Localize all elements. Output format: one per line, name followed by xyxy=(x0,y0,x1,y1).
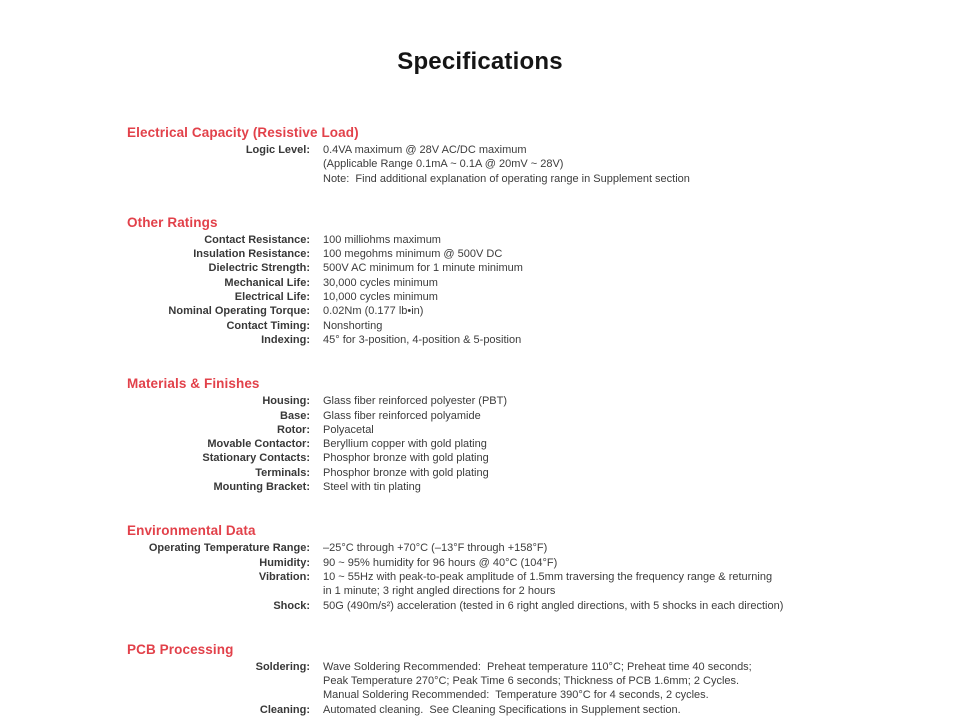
spec-values xyxy=(323,247,502,261)
spec-row-stationary-contacts xyxy=(127,451,867,465)
spec-value-line: Glass fiber reinforced polyamide xyxy=(323,409,481,422)
spec-row-soldering xyxy=(127,660,867,703)
spec-value-line: –25°C through +70°C (–13°F through +158°F) xyxy=(323,542,548,555)
spec-label: Contact Resistance: xyxy=(204,233,310,246)
spec-value-line: Note: Find additional explanation of operating range in Supplement section xyxy=(323,172,690,185)
spec-values xyxy=(323,466,489,480)
spec-value-line: 45° for 3-position, 4-position & 5-position xyxy=(323,333,522,346)
spec-label: Mechanical Life: xyxy=(224,276,310,289)
section-heading: Materials & Finishes xyxy=(127,376,260,392)
spec-label: Contact Timing: xyxy=(226,319,310,332)
spec-label: Dielectric Strength: xyxy=(208,262,310,275)
spec-label: Mounting Bracket: xyxy=(213,481,310,494)
spec-value-line: Phosphor bronze with gold plating xyxy=(323,452,489,465)
spec-values xyxy=(323,599,783,613)
spec-row-base xyxy=(127,409,867,423)
spec-label: Indexing: xyxy=(261,333,310,346)
spec-values xyxy=(323,570,772,599)
spec-values xyxy=(323,290,438,304)
spec-values xyxy=(323,409,481,423)
spec-value-line: Nonshorting xyxy=(323,319,383,332)
spec-row-terminals xyxy=(127,466,867,480)
spec-values xyxy=(323,556,557,570)
spec-row-nominal-operating-torque xyxy=(127,304,867,318)
spec-value-line: Wave Soldering Recommended: Preheat temperature 110°C; Preheat time 40 seconds; xyxy=(323,660,752,673)
spec-values xyxy=(323,394,507,408)
spec-row-logic-level xyxy=(127,143,867,186)
spec-value-line: (Applicable Range 0.1mA ~ 0.1A @ 20mV ~ 28V) xyxy=(323,158,564,171)
spec-value-line: Manual Soldering Recommended: Temperature 390°C for 4 seconds, 2 cycles. xyxy=(323,689,709,702)
spec-label: Stationary Contacts: xyxy=(202,452,310,465)
spec-row-shock xyxy=(127,599,867,613)
spec-label: Electrical Life: xyxy=(234,291,310,304)
spec-values xyxy=(323,333,521,347)
section-heading: Other Ratings xyxy=(127,214,218,230)
section-heading: Environmental Data xyxy=(127,523,256,539)
spec-label: Housing: xyxy=(262,395,310,408)
spec-row-dielectric-strength xyxy=(127,261,867,275)
spec-label: Cleaning: xyxy=(259,703,310,716)
spec-row-electrical-life xyxy=(127,290,867,304)
spec-label: Movable Contactor: xyxy=(207,438,310,451)
section-other-ratings xyxy=(127,215,867,347)
spec-value-line: Automated cleaning. See Cleaning Specifications in Supplement section. xyxy=(323,703,681,716)
spec-values xyxy=(323,451,489,465)
spec-values xyxy=(323,660,752,703)
section-environmental-data xyxy=(127,523,867,612)
spec-label: Terminals: xyxy=(255,466,310,479)
specifications-content xyxy=(127,125,867,717)
spec-row-contact-resistance xyxy=(127,233,867,247)
spec-row-mechanical-life xyxy=(127,276,867,290)
spec-value-line: 100 megohms minimum @ 500V DC xyxy=(323,248,503,261)
spec-value-line: 10,000 cycles minimum xyxy=(323,291,438,304)
spec-label: Vibration: xyxy=(258,570,310,583)
spec-row-cleaning xyxy=(127,703,867,717)
section-heading: PCB Processing xyxy=(127,641,234,657)
spec-value-line: Steel with tin plating xyxy=(323,481,421,494)
spec-value-line: Peak Temperature 270°C; Peak Time 6 seconds; Thickness of PCB 1.6mm; 2 Cycles. xyxy=(323,675,740,688)
spec-value-line: 0.02Nm (0.177 lb•in) xyxy=(323,305,424,318)
spec-row-housing xyxy=(127,394,867,408)
spec-label: Insulation Resistance: xyxy=(193,248,310,261)
spec-values xyxy=(323,304,423,318)
spec-row-operating-temperature-range xyxy=(127,541,867,555)
spec-row-vibration xyxy=(127,570,867,599)
spec-label: Soldering: xyxy=(255,660,310,673)
spec-values xyxy=(323,319,382,333)
spec-value-line: Glass fiber reinforced polyester (PBT) xyxy=(323,395,508,408)
spec-label: Operating Temperature Range: xyxy=(148,542,310,555)
spec-values xyxy=(323,437,487,451)
spec-value-line: in 1 minute; 3 right angled directions for 2 hours xyxy=(323,585,556,598)
section-pcb-processing xyxy=(127,642,867,717)
spec-values xyxy=(323,276,438,290)
spec-value-line: 30,000 cycles minimum xyxy=(323,276,438,289)
spec-value-line: 500V AC minimum for 1 minute minimum xyxy=(323,262,523,275)
spec-label: Shock: xyxy=(273,599,310,612)
spec-row-indexing xyxy=(127,333,867,347)
spec-row-rotor xyxy=(127,423,867,437)
spec-values xyxy=(323,143,690,186)
spec-value-line: 10 ~ 55Hz with peak-to-peak amplitude of 1.5mm traversing the frequency range & returning xyxy=(323,570,773,583)
section-electrical-capacity-resistive-load xyxy=(127,125,867,186)
spec-value-line: 100 milliohms maximum xyxy=(323,233,441,246)
spec-value-line: 90 ~ 95% humidity for 96 hours @ 40°C (104°F) xyxy=(323,556,558,569)
spec-row-insulation-resistance xyxy=(127,247,867,261)
spec-value-line: Beryllium copper with gold plating xyxy=(323,438,487,451)
spec-label: Humidity: xyxy=(259,556,310,569)
spec-value-line: Polyacetal xyxy=(323,423,374,436)
spec-label: Base: xyxy=(280,409,310,422)
spec-value-line: 0.4VA maximum @ 28V AC/DC maximum xyxy=(323,144,527,156)
spec-values xyxy=(323,480,421,494)
spec-values xyxy=(323,423,374,437)
spec-row-movable-contactor xyxy=(127,437,867,451)
spec-value-line: Phosphor bronze with gold plating xyxy=(323,466,489,479)
spec-value-line: 50G (490m/s²) acceleration (tested in 6 right angled directions, with 5 shocks in each direction) xyxy=(323,599,784,612)
section-heading: Electrical Capacity (Resistive Load) xyxy=(127,125,359,140)
spec-values xyxy=(323,703,681,717)
spec-row-humidity xyxy=(127,556,867,570)
spec-label: Rotor: xyxy=(277,423,310,436)
section-materials-finishes xyxy=(127,376,867,494)
spec-label: Logic Level: xyxy=(245,144,310,156)
spec-values xyxy=(323,233,441,247)
spec-label: Nominal Operating Torque: xyxy=(168,305,310,318)
spec-values xyxy=(323,541,547,555)
spec-values xyxy=(323,261,523,275)
spec-row-contact-timing xyxy=(127,319,867,333)
page-title: Specifications xyxy=(397,48,563,75)
spec-row-mounting-bracket xyxy=(127,480,867,494)
